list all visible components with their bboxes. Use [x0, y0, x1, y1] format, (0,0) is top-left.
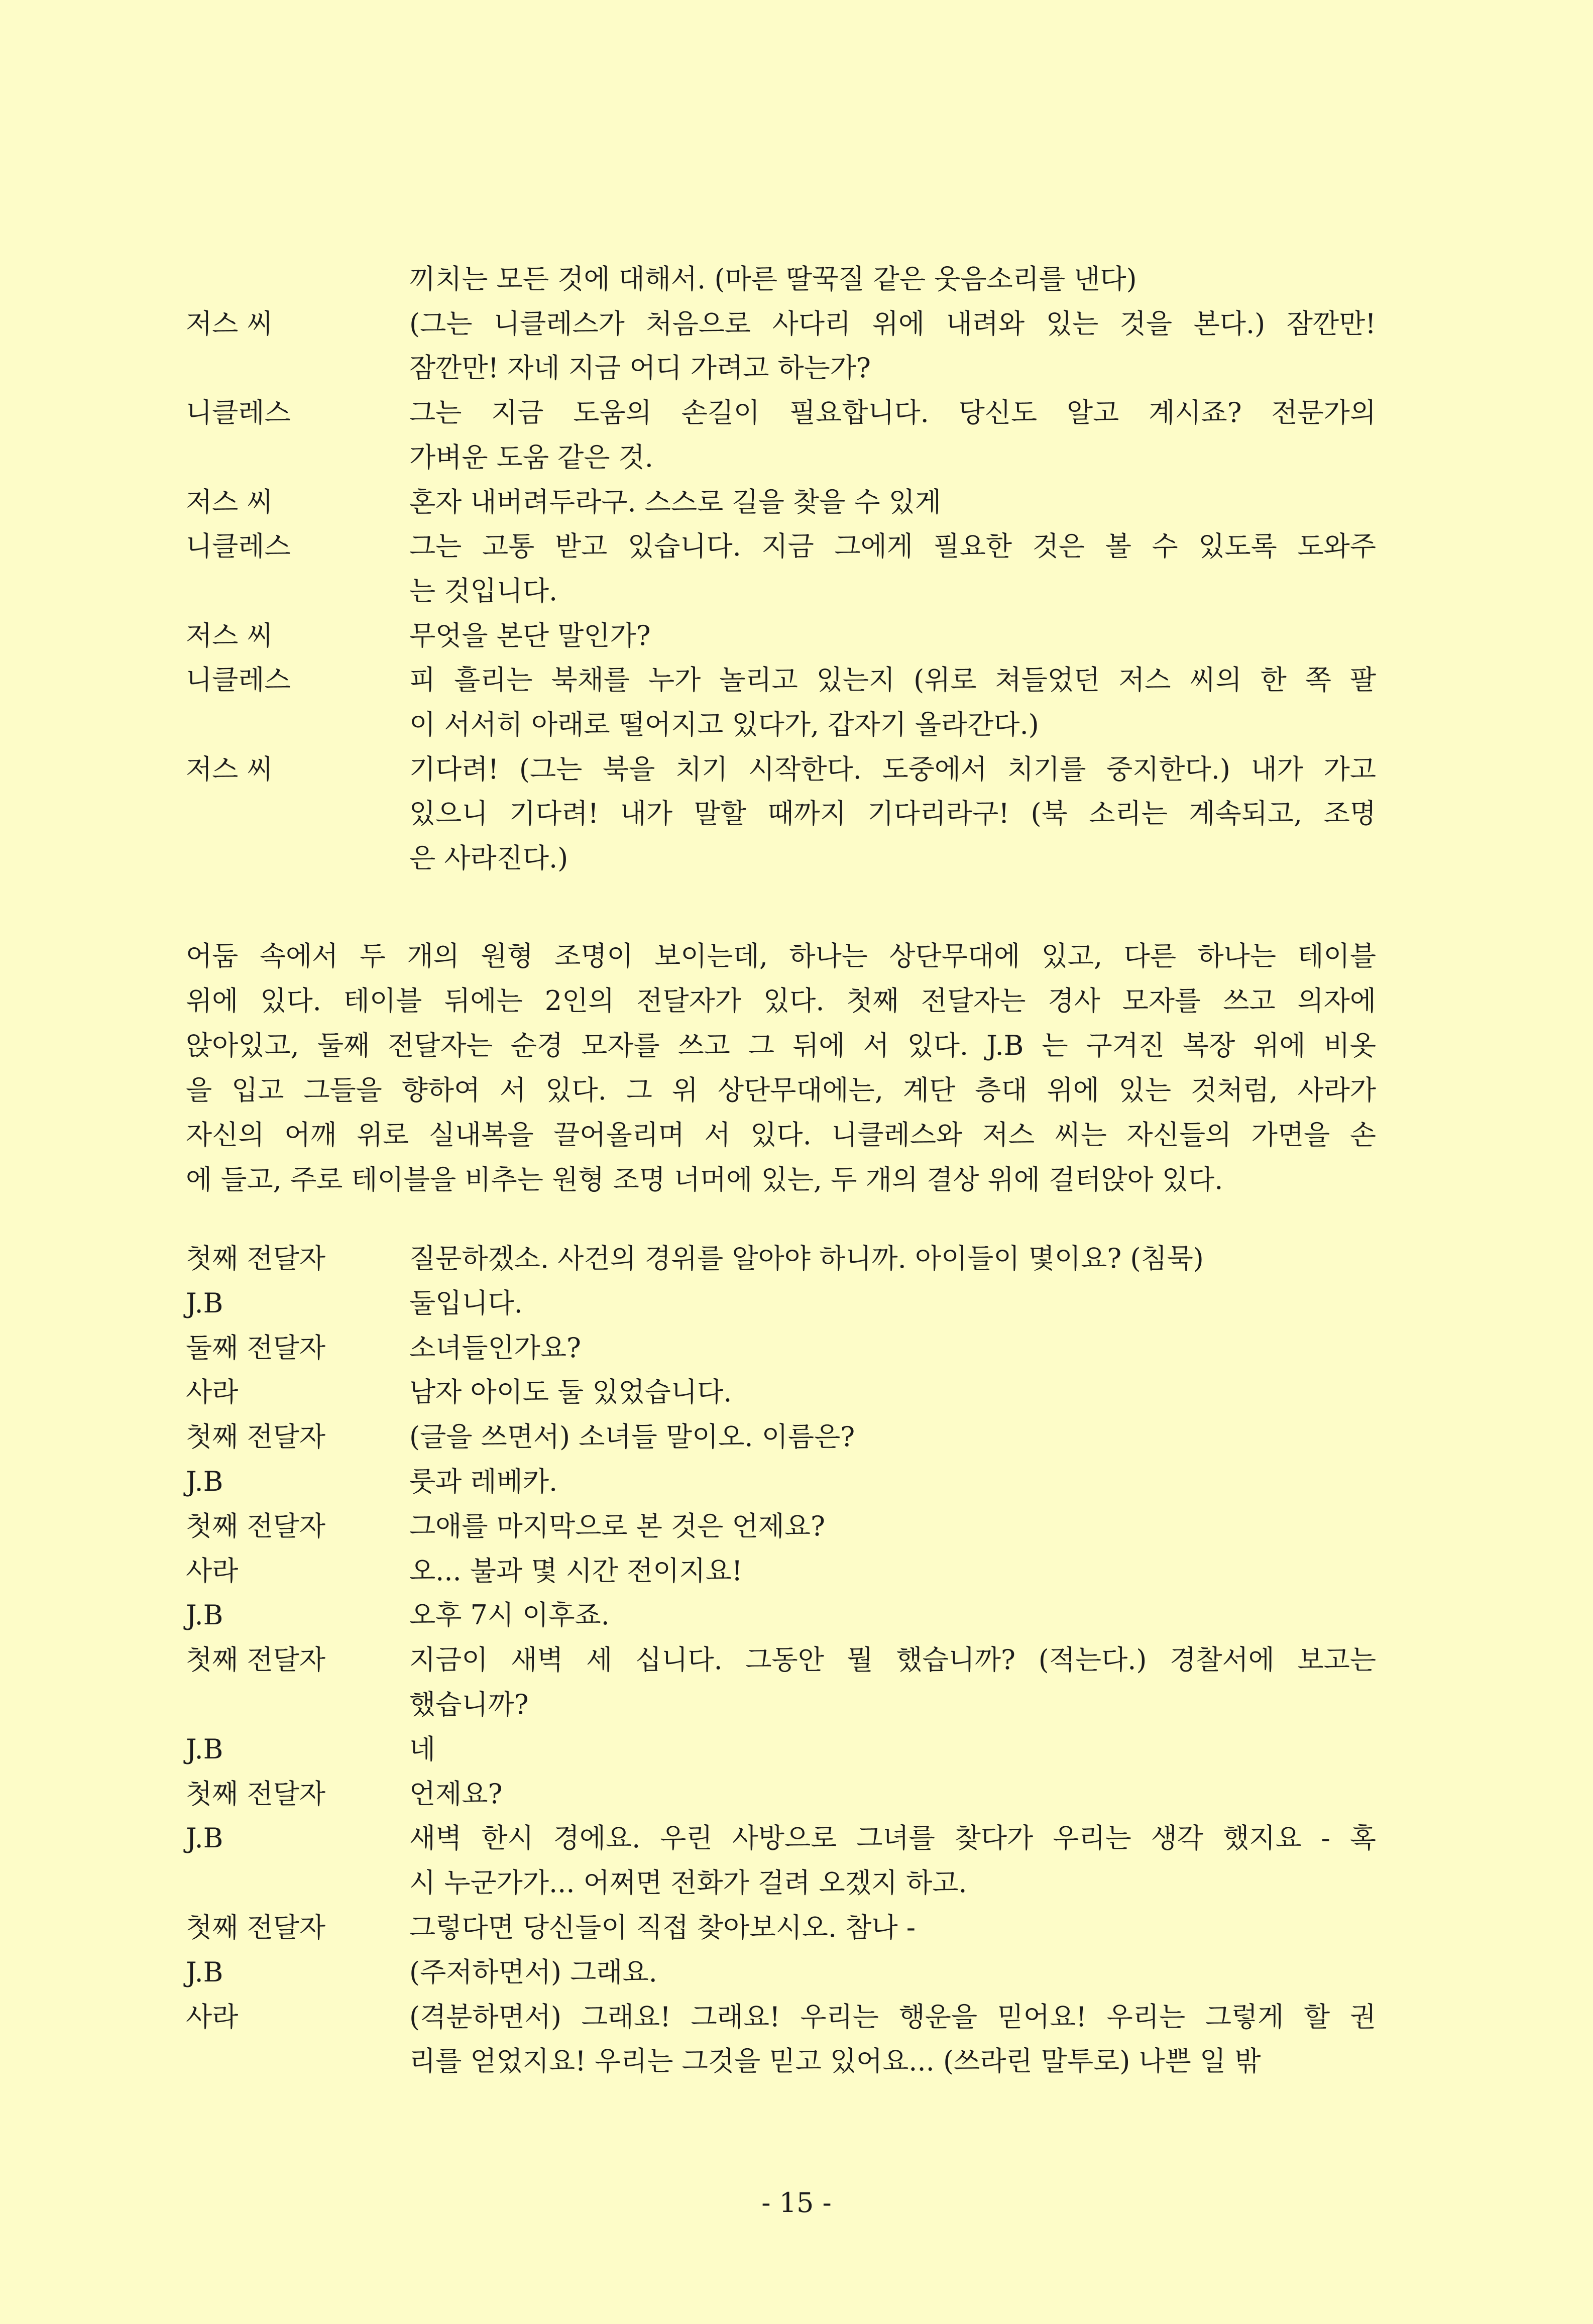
- speaker-name: 저스 씨: [186, 619, 273, 651]
- dialogue-line: 오... 불과 몇 시간 전이지요!: [409, 1555, 743, 1587]
- speaker-name: J.B: [186, 1733, 223, 1765]
- dialogue-line: 새벽 한시 경에요. 우린 사방으로 그녀를 찾다가 우리는 생각 했지요 - 혹: [409, 1822, 1376, 1854]
- dialogue-line: 가벼운 도움 같은 것.: [409, 441, 653, 473]
- dialogue-line: (주저하면서) 그래요.: [409, 1956, 657, 1988]
- dialogue-line: 잠깐만! 자네 지금 어디 가려고 하는가?: [409, 352, 871, 384]
- stage-direction-line: 을 입고 그들을 향하여 서 있다. 그 위 상단무대에는, 계단 층대 위에 있는 것처럼, 사라가: [186, 1074, 1376, 1106]
- dialogue-line: 끼치는 모든 것에 대해서. (마른 딸꾹질 같은 웃음소리를 낸다): [409, 263, 1137, 295]
- speaker-name: J.B: [186, 1599, 223, 1631]
- dialogue-line: 오후 7시 이후죠.: [409, 1599, 610, 1631]
- speaker-name: J.B: [186, 1466, 223, 1497]
- dialogue-line: 그는 지금 도움의 손길이 필요합니다. 당신도 알고 계시죠? 전문가의: [409, 397, 1376, 429]
- stage-direction-line: 에 들고, 주로 테이블을 비추는 원형 조명 너머에 있는, 두 개의 결상 위에 걸터앉아 있다.: [186, 1164, 1223, 1195]
- dialogue-line: 남자 아이도 둘 있었습니다.: [409, 1376, 732, 1408]
- speaker-name: 사라: [186, 1376, 239, 1408]
- dialogue-line: 지금이 새벽 세 십니다. 그동안 뭘 했습니까? (적는다.) 경찰서에 보고는: [409, 1644, 1376, 1676]
- dialogue-line: 언제요?: [409, 1778, 503, 1810]
- dialogue-line: 룻과 레베카.: [409, 1466, 558, 1497]
- dialogue-line: 이 서서히 아래로 떨어지고 있다가, 갑자기 올라간다.): [409, 709, 1039, 740]
- speaker-name: 저스 씨: [186, 307, 273, 340]
- dialogue-line: 그애를 마지막으로 본 것은 언제요?: [409, 1510, 825, 1542]
- dialogue-line: (격분하면서) 그래요! 그래요! 우리는 행운을 믿어요! 우리는 그렇게 할 권: [409, 2001, 1376, 2033]
- dialogue-line: 무엇을 본단 말인가?: [409, 619, 651, 651]
- dialogue-line: 혼자 내버려두라구. 스스로 길을 찾을 수 있게: [409, 486, 942, 518]
- speaker-name: 첫째 전달자: [186, 1243, 325, 1274]
- speaker-name: J.B: [186, 1287, 223, 1319]
- speaker-name: 둘째 전달자: [186, 1332, 325, 1364]
- dialogue-line: (그는 니클레스가 처음으로 사다리 위에 내려와 있는 것을 본다.) 잠깐만!: [409, 307, 1376, 340]
- stage-direction-line: 앉아있고, 둘째 전달자는 순경 모자를 쓰고 그 뒤에 서 있다. J.B 는 구겨진 복장 위에 비옷: [186, 1030, 1376, 1061]
- dialogue-line: 는 것입니다.: [409, 575, 558, 607]
- speaker-name: 니클레스: [186, 664, 291, 696]
- speaker-name: J.B: [186, 1822, 223, 1854]
- dialogue-line: 했습니까?: [409, 1689, 529, 1720]
- speaker-name: 첫째 전달자: [186, 1644, 325, 1676]
- dialogue-line: 질문하겠소. 사건의 경위를 알아야 하니까. 아이들이 몇이요? (침묵): [409, 1243, 1204, 1274]
- speaker-name: 사라: [186, 2001, 239, 2033]
- stage-direction-line: 자신의 어깨 위로 실내복을 끌어올리며 서 있다. 니클레스와 저스 씨는 자신들의 가면을 손: [186, 1119, 1376, 1151]
- page-number: - 15 -: [761, 2187, 832, 2219]
- stage-direction-line: 어둠 속에서 두 개의 원형 조명이 보이는데, 하나는 상단무대에 있고, 다른 하나는 테이블: [186, 940, 1376, 972]
- dialogue-line: 둘입니다.: [409, 1287, 523, 1319]
- speaker-name: 첫째 전달자: [186, 1912, 325, 1943]
- dialogue-line: 시 누군가가... 어쩌면 전화가 걸려 오겠지 하고.: [409, 1867, 967, 1899]
- dialogue-line: 네: [409, 1733, 436, 1765]
- dialogue-line: (글을 쓰면서) 소녀들 말이오. 이름은?: [409, 1421, 855, 1453]
- dialogue-line: 리를 얻었지요! 우리는 그것을 믿고 있어요... (쓰라린 말투로) 나쁜 일 밖: [409, 2045, 1261, 2077]
- speaker-name: J.B: [186, 1956, 223, 1988]
- speaker-name: 사라: [186, 1555, 239, 1587]
- dialogue-line: 있으니 기다려! 내가 말할 때까지 기다리라구! (북 소리는 계속되고, 조명: [409, 798, 1376, 830]
- dialogue-line: 피 흘리는 북채를 누가 놀리고 있는지 (위로 쳐들었던 저스 씨의 한 쪽 팔: [409, 664, 1376, 696]
- dialogue-line: 소녀들인가요?: [409, 1332, 581, 1364]
- dialogue-line: 그는 고통 받고 있습니다. 지금 그에게 필요한 것은 볼 수 있도록 도와주: [409, 530, 1376, 563]
- speaker-name: 첫째 전달자: [186, 1510, 325, 1542]
- speaker-name: 니클레스: [186, 397, 291, 429]
- stage-direction-line: 위에 있다. 테이블 뒤에는 2인의 전달자가 있다. 첫째 전달자는 경사 모자를 쓰고 의자에: [186, 985, 1376, 1017]
- speaker-name: 첫째 전달자: [186, 1778, 325, 1810]
- dialogue-line: 기다려! (그는 북을 치기 시작한다. 도중에서 치기를 중지한다.) 내가 가고: [409, 753, 1376, 785]
- dialogue-line: 은 사라진다.): [409, 842, 568, 874]
- dialogue-line: 그렇다면 당신들이 직접 찾아보시오. 참나 -: [409, 1912, 916, 1943]
- speaker-name: 니클레스: [186, 530, 291, 563]
- speaker-name: 저스 씨: [186, 486, 273, 518]
- speaker-name: 첫째 전달자: [186, 1421, 325, 1453]
- speaker-name: 저스 씨: [186, 753, 273, 785]
